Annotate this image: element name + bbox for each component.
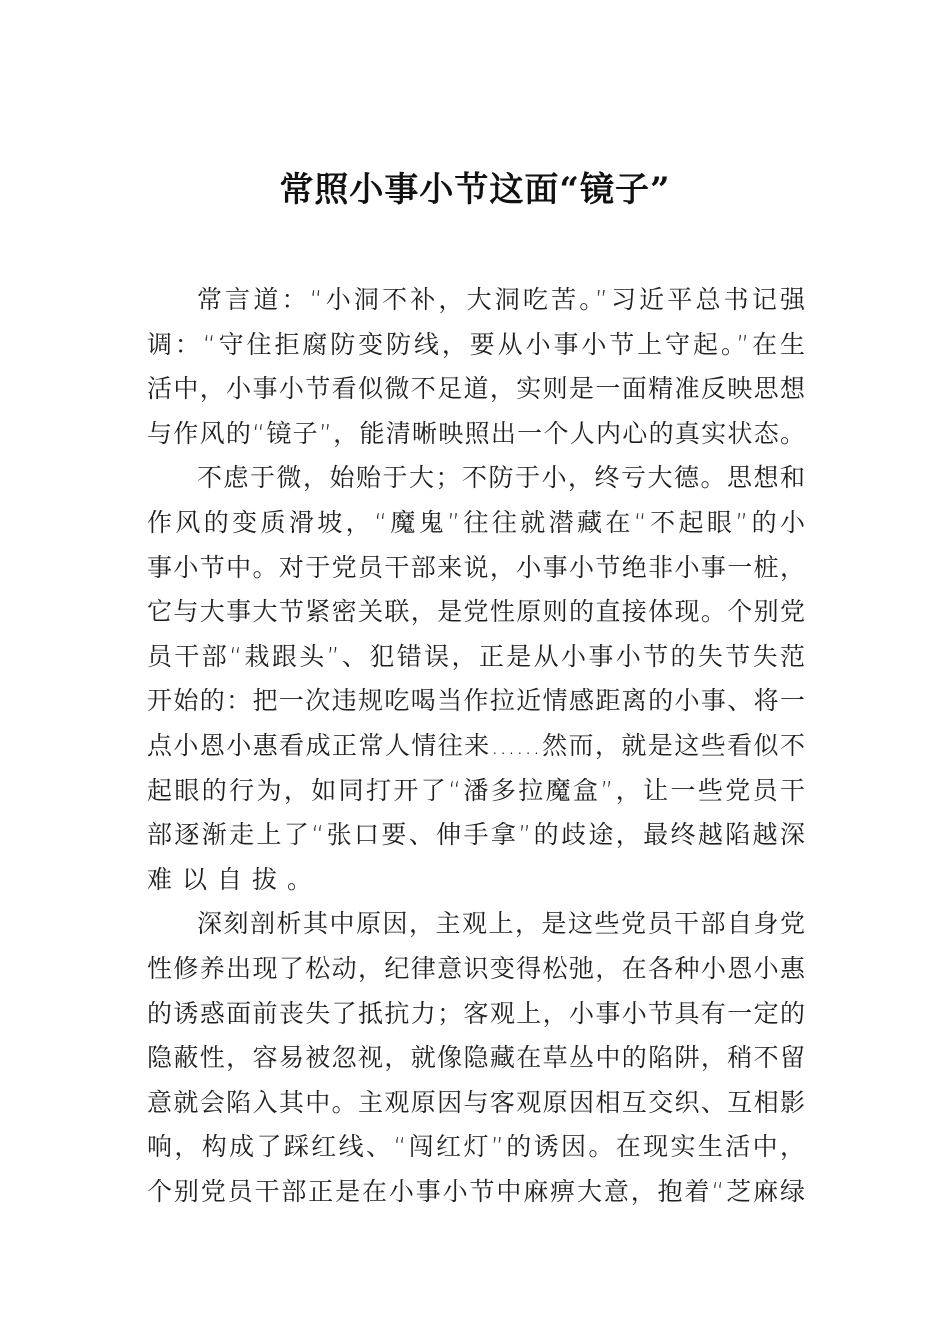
paragraph-3-line-5: 意就会陷入其中。主观原因与客观原因相互交织、互相影 (147, 1087, 805, 1117)
paragraph-2-line-8: 起眼的行为，如同打开了“潘多拉魔盒”，让一些党员干 (147, 775, 805, 805)
document-title: 常照小事小节这面“镜子” (279, 170, 671, 210)
paragraph-1-line-3: 活中，小事小节看似微不足道，实则是一面精准反映思想 (147, 374, 805, 404)
paragraph-2-line-10: 难以自拔。 (147, 864, 323, 894)
paragraph-2-line-1: 不虑于微，始贻于大；不防于小，终亏大德。思想和 (197, 463, 805, 493)
paragraph-3-line-2: 性修养出现了松动，纪律意识变得松弛，在各种小恩小惠 (147, 953, 805, 983)
paragraph-2-line-5: 员干部“栽跟头”、犯错误，正是从小事小节的失节失范 (147, 641, 805, 671)
paragraph-2-line-9: 部逐渐走上了“张口要、伸手拿”的歧途，最终越陷越深 (147, 820, 805, 850)
paragraph-2-line-7: 点小恩小惠看成正常人情往来……然而，就是这些看似不 (147, 730, 805, 760)
paragraph-1-line-4: 与作风的“镜子”，能清晰映照出一个人内心的真实状态。 (147, 418, 805, 448)
paragraph-2-line-2: 作风的变质滑坡，“魔鬼”往往就潜藏在“不起眼”的小 (147, 507, 805, 537)
paragraph-3-line-4: 隐蔽性，容易被忽视，就像隐藏在草丛中的陷阱，稍不留 (147, 1043, 805, 1073)
paragraph-2-line-6: 开始的：把一次违规吃喝当作拉近情感距离的小事、将一 (147, 686, 805, 716)
paragraph-2-line-3: 事小节中。对于党员干部来说，小事小节绝非小事一桩， (147, 552, 805, 582)
paragraph-3-line-3: 的诱惑面前丧失了抵抗力；客观上，小事小节具有一定的 (147, 998, 805, 1028)
paragraph-1-line-2: 调：“守住拒腐防变防线，要从小事小节上守起。”在生 (147, 329, 805, 359)
paragraph-3-line-1: 深刻剖析其中原因，主观上，是这些党员干部自身党 (197, 909, 805, 939)
paragraph-3-line-6: 响，构成了踩红线、“闯红灯”的诱因。在现实生活中， (147, 1132, 805, 1162)
paragraph-1-line-1: 常言道：“小洞不补，大洞吃苦。”习近平总书记强 (197, 285, 805, 314)
document-body (147, 278, 805, 1214)
paragraph-2-line-4: 它与大事大节紧密关联，是党性原则的直接体现。个别党 (147, 597, 805, 627)
paragraph-3-line-7: 个别党员干部正是在小事小节中麻痹大意，抱着“芝麻绿 (147, 1176, 805, 1206)
